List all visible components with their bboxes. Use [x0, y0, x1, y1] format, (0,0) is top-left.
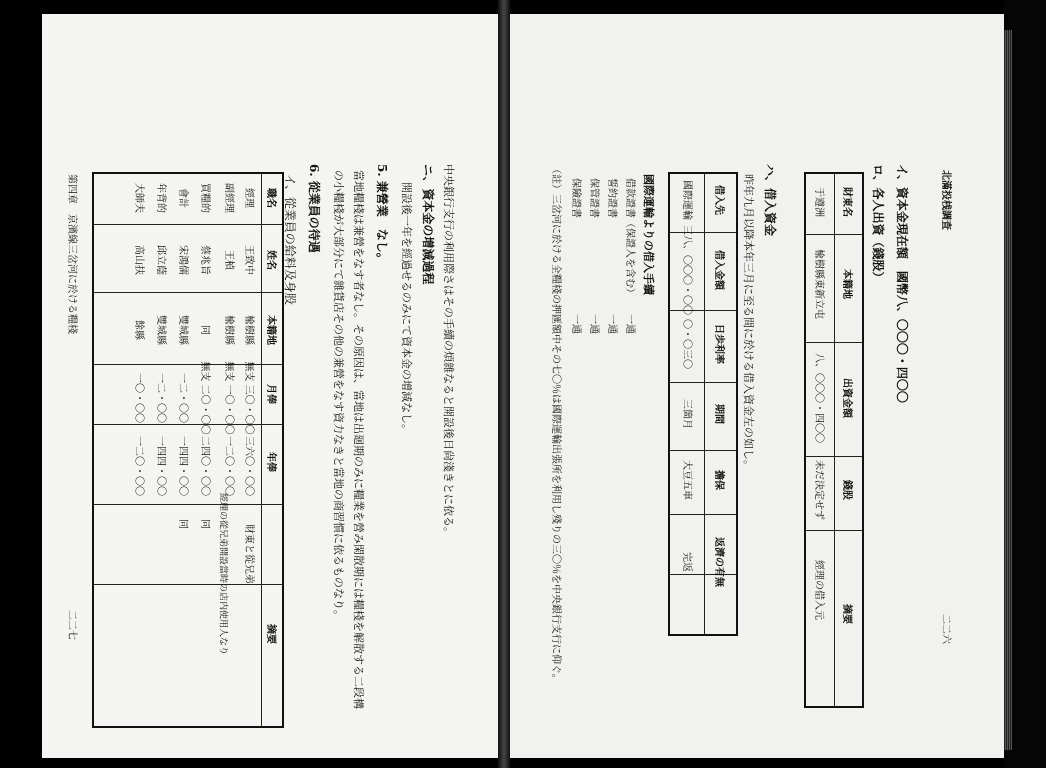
staff-header-monthly: 月俸 — [265, 384, 276, 404]
staff-cell: 二四〇・〇〇 — [199, 436, 210, 496]
investor-header: 本籍地 — [841, 269, 852, 299]
staff-cell: 買糧的 — [199, 183, 210, 213]
loan-header: 借入金額 — [713, 250, 724, 290]
section-heading-5: 5. 兼營業 なし。 — [375, 164, 389, 265]
staff-cell: 楡樹縣 — [243, 315, 254, 345]
doc-name: 保管證書 — [588, 178, 599, 218]
body-line-4: の小糧棧が大部分にて雜貨店その他の兼營をなす資力なきと當地の商習慣に依るものなり。 — [332, 170, 345, 621]
staff-cell: 無支 二〇・〇〇 — [199, 361, 210, 435]
staff-header-notes: 摘要 — [265, 624, 276, 644]
staff-cell: 年背的 — [155, 183, 166, 213]
body-line-1: 中央銀行支行の利用際さはその手續の煩雜なると開設後日尙淺きとに依る。 — [442, 164, 455, 538]
loan-cell: 國際運輸 — [681, 180, 692, 220]
staff-cell: 財東と從兄弟 — [243, 524, 254, 584]
staff-cell: 餘縣 — [133, 320, 144, 340]
staff-cell: 同 — [199, 519, 210, 529]
staff-cell: 雙城縣 — [177, 315, 188, 345]
page-number: 二二六 — [940, 614, 951, 644]
doc-name: 保險證書 — [570, 178, 581, 218]
doc-name: 借款證書（保證人を含む） — [624, 178, 635, 298]
staff-header-yearly: 年俸 — [265, 452, 276, 472]
staff-cell: 邱立蔭 — [155, 245, 166, 275]
staff-cell: 楡樹縣 — [223, 315, 234, 345]
loan-cell: 三箇月 — [681, 399, 692, 429]
page-footer: 第四章 京濱線三岔河に於ける糧棧 — [66, 174, 77, 334]
loan-header: 擔保 — [713, 470, 724, 490]
staff-cell: 會計 — [177, 188, 188, 208]
staff-cell: 一四四・〇〇 — [155, 436, 166, 496]
investor-header: 財東名 — [841, 187, 852, 217]
staff-cell: 王致中 — [243, 245, 254, 275]
staff-cell: 高山扶 — [133, 245, 144, 275]
investor-header: 錢股 — [841, 480, 852, 500]
staff-header-role: 職名 — [265, 188, 276, 208]
section-heading-ro: ロ、各人出資（錢股） — [871, 164, 885, 284]
staff-table — [92, 172, 284, 728]
staff-cell: 一二〇・〇〇 — [223, 436, 234, 496]
staff-cell: 宋鴻儒 — [177, 245, 188, 275]
staff-cell: 無支 三〇・〇〇 — [243, 361, 254, 435]
staff-header-name: 姓名 — [265, 250, 276, 270]
footnote: （註）三岔河に於ける全糧棧の押匯額中その七〇％は國際運輸出張所を利用し殘りの三〇％を中央銀行支行に仰ぐ。 — [550, 164, 561, 684]
loan-intro: 昨年九月以降本年三月に至る間に於ける借入資金左の如し。 — [742, 174, 755, 471]
loan-header: 期間 — [713, 404, 724, 424]
staff-cell: 經理の從兄弟開設當時の店内使用人なり — [217, 492, 228, 656]
book-edge — [1004, 0, 1046, 768]
doc-count: 一通 — [606, 314, 617, 334]
section-heading-ha: ハ、借入資金 — [763, 164, 777, 237]
loan-cell: 〇・〇三〇 — [681, 319, 692, 369]
loan-cell: 完返 — [681, 552, 692, 572]
staff-cell: 經理 — [243, 188, 254, 208]
loan-cell: 大豆五車 — [681, 460, 692, 500]
loan-table — [668, 172, 738, 636]
running-header: 北滿投桟調査 — [940, 170, 951, 230]
subsection-heading-i: イ、從業員の給料及身股 — [283, 174, 297, 305]
investor-header: 出資金額 — [841, 378, 852, 418]
section-heading-ni: ニ、資本金の增減過程 — [421, 164, 435, 285]
section-heading-i: イ、資本金現在額 國幣八、〇〇〇・四〇〇 — [895, 164, 909, 403]
loan-header: 借入先 — [713, 185, 724, 215]
staff-cell: 一二・〇〇 — [177, 373, 188, 423]
body-line-2: 開設後一年を經過せるのみにて資本金の增減なし。 — [400, 182, 413, 435]
section-heading-6: 6. 從業員の待遇 — [307, 164, 321, 253]
loan-header: 返濟の有無 — [713, 537, 724, 587]
staff-cell: 王楨 — [223, 250, 234, 270]
staff-cell: 無支 一〇・〇〇 — [223, 361, 234, 435]
staff-cell: 同 — [177, 519, 188, 529]
doc-name: 誓約證書 — [606, 178, 617, 218]
staff-cell: 一二〇・〇〇 — [133, 436, 144, 496]
book-spine — [498, 0, 510, 768]
doc-count: 一通 — [624, 314, 635, 334]
doc-count: 一通 — [588, 314, 599, 334]
loan-header: 日歩利率 — [713, 324, 724, 364]
investor-cell: 經理の借入元 — [813, 560, 824, 620]
investor-cell: 楡樹縣東新立屯 — [813, 249, 824, 319]
page-number: 二二七 — [66, 610, 77, 640]
staff-cell: 大師夫 — [133, 183, 144, 213]
staff-cell: 蔡兆旨 — [199, 245, 210, 275]
staff-cell: 同 — [199, 325, 210, 335]
investor-cell: 八、〇〇〇・四〇〇 — [813, 353, 824, 443]
investor-header: 摘要 — [841, 604, 852, 624]
investor-cell: 未だ決定せず — [813, 460, 824, 520]
doc-count: 一通 — [570, 314, 581, 334]
staff-cell: 一〇・〇〇 — [133, 373, 144, 423]
staff-cell: 一二・〇〇 — [155, 373, 166, 423]
right-page — [510, 14, 1004, 758]
body-line-3: 當地糧棧は兼營をなす者なし。その原因は、當地は出廻期のみに糧業を營み閑散期には糧棧を解散する二段構 — [352, 170, 365, 709]
docs-title: 國際運輸よりの借入手續 — [642, 174, 655, 295]
loan-cell: 三八、〇〇〇・〇〇 — [681, 225, 692, 315]
staff-cell: 三六〇・〇〇 — [243, 436, 254, 496]
staff-cell: 副經理 — [223, 183, 234, 213]
staff-header-origin: 本籍地 — [265, 315, 276, 345]
left-page — [42, 14, 498, 758]
staff-cell: 雙城縣 — [155, 315, 166, 345]
staff-cell: 一四四・〇〇 — [177, 436, 188, 496]
investor-cell: 于遵洲 — [813, 187, 824, 217]
